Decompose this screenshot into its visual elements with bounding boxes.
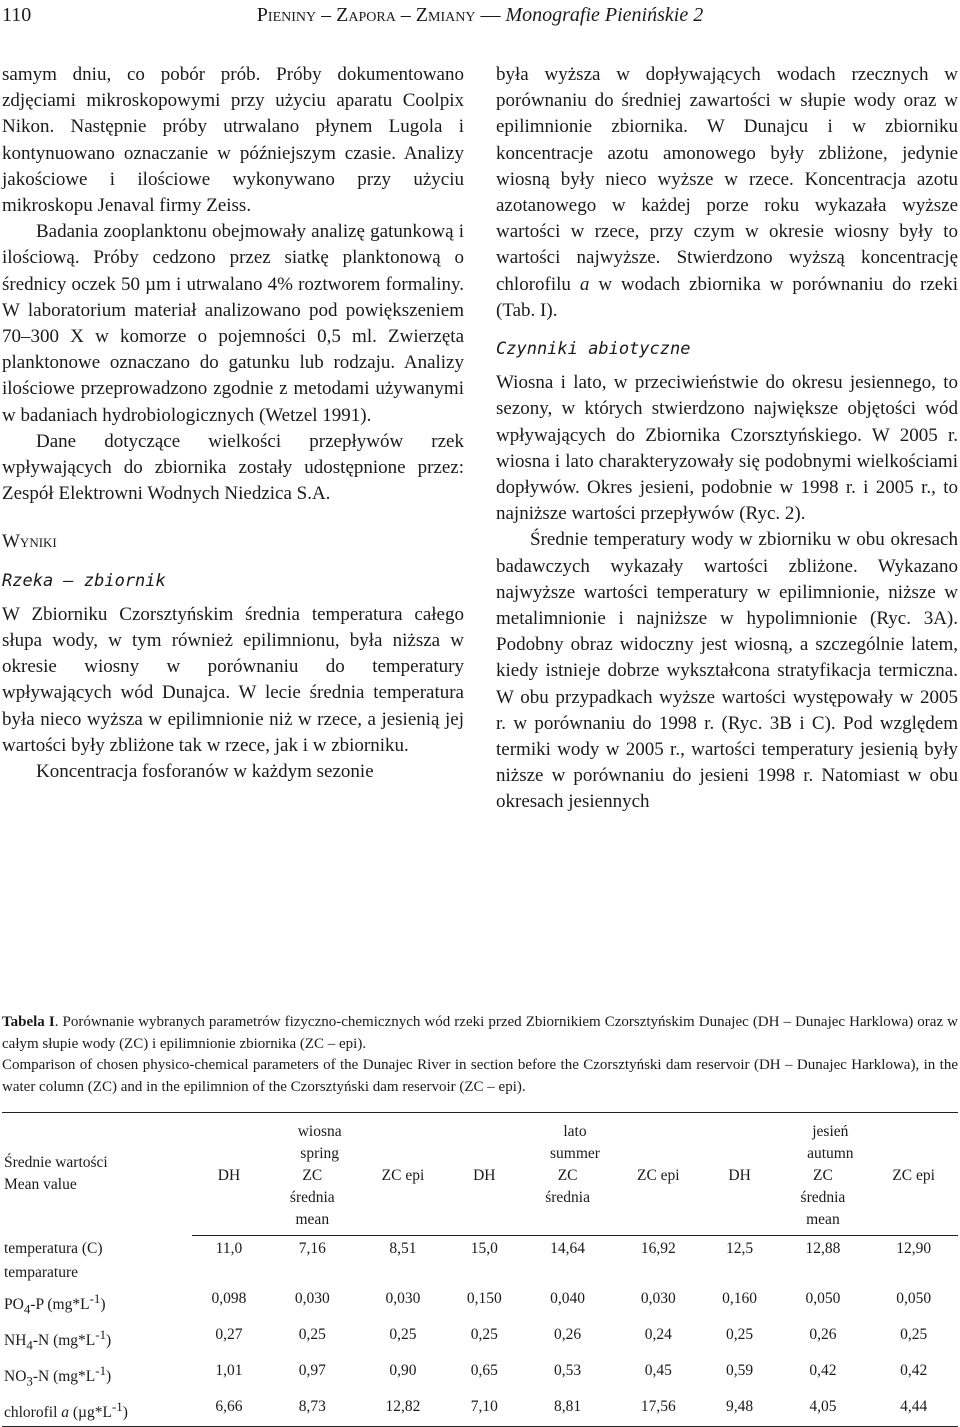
row-label-text: -N (mg*L [32,1331,96,1349]
table-caption [2,1012,958,1098]
table-cell: 0,26 [554,1325,582,1343]
row-label [2,1394,192,1427]
data-table [2,1112,958,1427]
season-header [192,1113,447,1166]
row-label-text: -N (mg*L [32,1368,96,1386]
col-header-zc [266,1165,359,1236]
col-header-zc-line2: średnia [289,1189,335,1206]
table-cell: 0,150 [466,1289,502,1307]
table-cell: 6,66 [192,1394,266,1427]
col-header-zc [521,1165,614,1236]
running-head-series: Monografie Pienińskie 2 [505,4,704,26]
table-cell: 0,45 [644,1362,672,1379]
row-label-text: (µg*L [69,1404,112,1422]
season-header [447,1113,702,1166]
stub-header-en: Mean value [4,1176,77,1194]
row-label-superscript: -1 [89,1290,101,1306]
running-head [0,4,960,27]
paragraph-text: w wodach zbiornika w porównaniu do rzeki (Tab. I). [496,273,958,321]
table-cell: 0,098 [211,1289,247,1307]
row-label-subscript: 4 [26,1337,33,1352]
season-pl: lato [563,1123,587,1140]
row-label-superscript: -1 [95,1363,107,1378]
col-header-zc-line1: ZC [813,1167,833,1184]
right-column [496,62,958,816]
col-header-dh: DH [192,1165,266,1236]
table-cell: 0,42 [900,1362,928,1379]
col-header-zc-line3: mean [806,1211,840,1228]
row-label-superscript: -1 [111,1399,123,1415]
table-cell: 0,25 [470,1325,498,1343]
stub-header-pl: Średnie wartości [4,1154,108,1172]
table-cell: 7,16 [298,1240,326,1257]
paragraph: Koncentracja fosforanów w każdym sezonie [36,761,374,783]
subsection-heading: Czynniki abiotyczne [496,339,691,360]
caption-english: Comparison of chosen physico-chemical parameters of the Dunajec River in section before the Czorsztyński dam reservoir (DH – Dunajec Harklowa), in the water column (ZC) and in the epilimnion of the Czorsztyński dam reservoir (ZC – epi). [2,1057,958,1095]
row-label-en: temparature [4,1263,79,1281]
stub-header [2,1113,192,1236]
table-cell: 12,88 [805,1240,841,1257]
row-label [2,1358,192,1394]
row-label-text: ) [100,1295,106,1313]
row-label-superscript: -1 [95,1326,107,1342]
table-cell: 4,05 [777,1394,870,1427]
table-row [2,1394,958,1427]
table-cell: 0,42 [809,1362,837,1379]
table-cell: 0,90 [389,1362,417,1379]
caption-polish [2,1012,958,1055]
col-header-zcepi: ZC epi [869,1165,958,1236]
table-header-row [2,1113,958,1166]
row-label-text: ) [122,1404,128,1422]
table-cell: 4,44 [869,1394,958,1427]
row-label-subscript: 3 [26,1373,33,1389]
table-cell: 0,050 [805,1289,841,1307]
table-cell: 16,92 [640,1240,676,1257]
running-head-separator: — [475,4,506,26]
paragraph-text: była wyższa w dopływających wodach rzecznych w porównaniu do średniej zawartości w słupie wody oraz w epilimnionie zbiornika. W Dunajcu i w zbiorniku koncentracje azotu amonowego były zbliżone, jedynie wiosną były nieco wyższe w rzece. Koncentracja azotu azotanowego w każdej porze roku wykazała wyższe wartości w rzece, przy czym w okresie wiosny były to wartości najwyższe. Stwierdzono wyższą koncentrację chlorofilu [496,64,958,295]
italic-symbol: a [579,273,590,295]
table-cell: 0,27 [215,1325,243,1343]
table-cell: 11,0 [215,1240,243,1257]
col-header-zcepi: ZC epi [359,1165,448,1236]
season-en: summer [550,1145,600,1162]
row-label-text: NO [4,1368,27,1386]
table-cell: 0,24 [644,1325,672,1343]
table-cell: 9,48 [703,1394,777,1427]
col-header-zcepi: ZC epi [614,1165,703,1236]
paragraph [496,62,958,324]
paragraph: Dane dotyczące wielkości przepływów rzek wpływających do zbiornika zostały udostępnione przez: Zespół Elektrowni Wodnych Niedzica S.A. [2,430,464,505]
caption-label: Tabela I [2,1014,55,1030]
row-label-text: NH [4,1331,27,1349]
table-cell: 14,64 [550,1240,586,1257]
table-cell: 0,040 [550,1289,586,1307]
col-header-zc-line1: ZC [302,1167,323,1184]
paragraph: Średnie temperatury wody w zbiorniku w obu okresach badawczych wykazały wartości zbliżone. Wykazano najwyższe wartości temperatury w epilimnionie, niższe w metalimnionie i najniższe w hypolimnionie (Ryc. 3A). Podobny obraz widoczny jest wiosną, a szczególnie latem, kiedy istnieje dobrze wykształcona stratyfikacja termiczna. W obu przypadkach wyższe wartości występowały w 2005 r. w porównaniu do 1998 r. (Ryc. 3B i C). Pod względem termiki wody w 2005 r., wartości temperatury jesienią były niższe w porównaniu do jesieni 1998 r. Natomiast w obu okresach jesiennych [496,529,958,813]
table-cell: 8,51 [389,1240,417,1257]
table-cell: 15,0 [470,1240,498,1257]
table-cell: 0,160 [722,1289,758,1307]
running-header [0,0,960,44]
table-cell: 17,56 [614,1394,703,1427]
section-heading: Wyniki [2,531,57,553]
table-cell: 12,90 [896,1240,932,1257]
row-label-text: PO [4,1295,24,1313]
table-cell: 8,73 [266,1394,359,1427]
left-column [2,62,464,785]
table-cell: 7,10 [447,1394,521,1427]
table-cell: 0,030 [640,1289,676,1307]
paragraph: Wiosna i lato, w przeciwieństwie do okresu jesiennego, to sezony, w których stwierdzono największe objętości wód wpływających do Zbiornika Czorsztyńskiego. W 2005 r. wiosna i lato charakteryzowały się podobnymi wielkościami dopływów. Okres jesieni, podobnie w 1998 r. i 2005 r., to najniższe wartości przepływów (Ryc. 2). [496,372,958,525]
col-header-dh: DH [447,1165,521,1236]
table-cell: 1,01 [215,1362,243,1379]
col-header-zc-line2: średnia [545,1189,590,1206]
table-cell: 12,82 [359,1394,448,1427]
season-pl: wiosna [297,1123,342,1140]
table-cell: 0,050 [896,1289,932,1307]
table-row [2,1358,958,1394]
row-label-text: ) [106,1368,112,1386]
season-en: spring [300,1145,340,1162]
paragraph: Badania zooplanktonu obejmowały analizę gatunkową i ilościową. Próby cedzono przez siatkę planktonową o średnicy oczek 50 µm i utrwalano 4% roztworem formaliny. W laboratorium materiał analizowano pod powiększeniem 70–300 X w komorze o pojemności 0,5 ml. Zwierzęta planktonowe oznaczano do gatunku lub rodzaju. Analizy ilościowe przeprowadzono zgodnie z metodami używanymi w badaniach hydrobiologicznych (Wetzel 1991). [2,221,464,426]
table-cell: 0,25 [900,1325,928,1343]
table-row [2,1286,958,1322]
subsection-heading: Rzeka – zbiornik [2,570,166,591]
col-header-zc-line3: mean [295,1211,330,1228]
table-cell: 12,5 [726,1240,754,1257]
season-en: autumn [807,1145,854,1162]
table-cell: 0,25 [726,1325,754,1343]
page-number: 110 [2,4,32,26]
table-cell: 0,25 [389,1325,417,1343]
col-header-dh: DH [703,1165,777,1236]
row-label-text: -P (mg*L [30,1295,90,1313]
table-body [2,1236,958,1427]
col-header-zc [777,1165,870,1236]
row-label-subscript: 4 [23,1300,31,1316]
table-cell: 0,030 [385,1289,421,1307]
table-cell: 8,81 [521,1394,614,1427]
running-head-title: Pieniny – Zapora – Zmiany [256,4,476,26]
table-cell: 0,53 [554,1362,582,1379]
table-cell: 0,030 [294,1289,330,1307]
row-label-text: chlorofil [4,1404,62,1422]
row-label-pl: temperatura (C) [4,1239,103,1257]
row-label-italic: a [61,1404,69,1422]
table-cell: 0,59 [726,1362,754,1379]
col-header-zc-line1: ZC [557,1167,578,1184]
col-header-zc-line2: średnia [800,1189,846,1206]
table-cell: 0,26 [809,1325,837,1343]
paragraph: samym dniu, co pobór prób. Próby dokumentowano zdjęciami mikroskopowymi przy użyciu aparatu Coolpix Nikon. Następnie próby utrwalano płynem Lugola i kontynuowano oznaczanie w późniejszym czasie. Analizy jakościowe i ilościowe wykonywano przy użyciu mikroskopu Jenaval firmy Zeiss. [2,64,464,217]
table-cell: 0,25 [298,1325,326,1343]
row-label [2,1236,192,1286]
table-cell: 0,65 [470,1362,498,1379]
row-label [2,1286,192,1322]
row-label-text: ) [106,1331,112,1349]
data-table-wrapper [2,1112,958,1427]
row-label [2,1322,192,1358]
table-row [2,1236,958,1286]
paragraph: W Zbiorniku Czorsztyńskim średnia temperatura całego słupa wody, w tym również epilimnionu, była niższa w okresie wiosny w porównaniu do temperatury wpływających wód Dunajca. W lecie średnia temperatura była nieco wyższa w epilimnionie niż w rzece, a jesienią jej wartości były zbliżone tak w rzece, jak i w zbiorniku. [2,603,464,756]
caption-text-pl: . Porównanie wybranych parametrów fizyczno-chemicznych wód rzeki przed Zbiornikiem Czorsztyńskim Dunajec (DH – Dunajec Harklowa) oraz w całym słupie wody (ZC) i epilimnionie zbiornika (ZC – epi). [2,1014,959,1052]
season-pl: jesień [812,1123,849,1140]
table-cell: 0,97 [298,1362,326,1379]
season-header [703,1113,958,1166]
table-row [2,1322,958,1358]
